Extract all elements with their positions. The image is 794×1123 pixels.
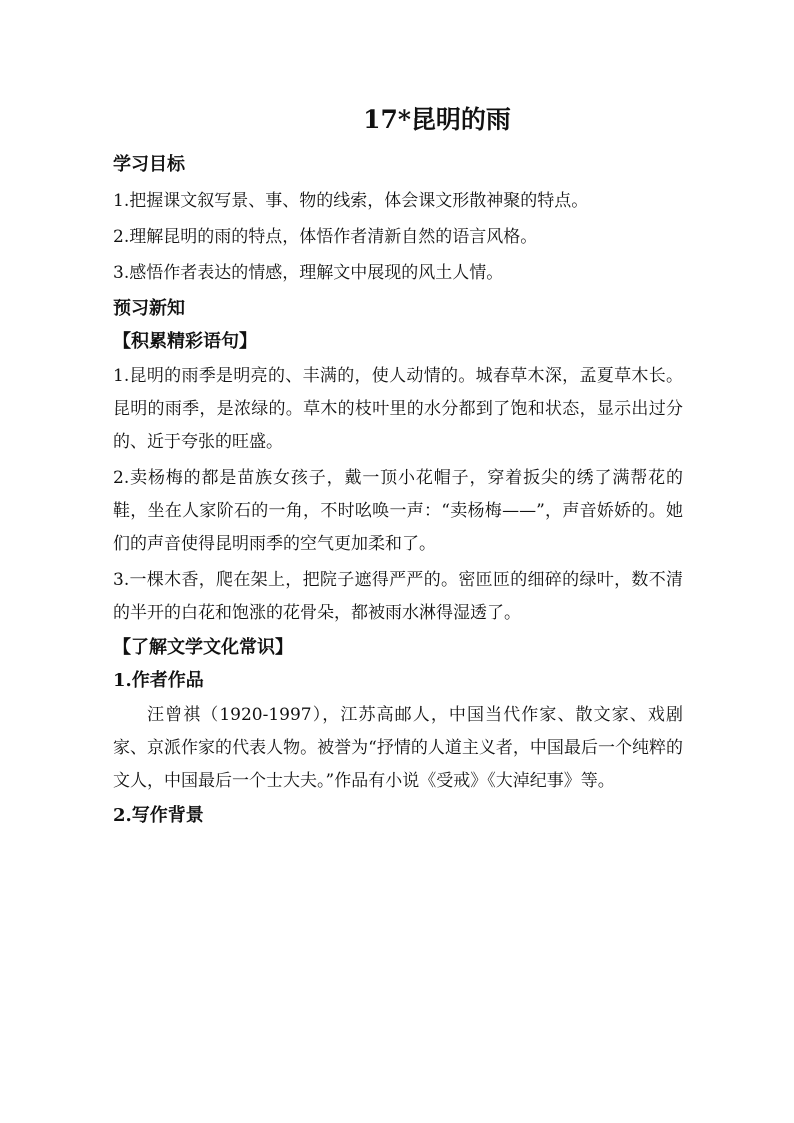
page-title: 17*昆明的雨: [363, 105, 511, 134]
goal-item: 2.理解昆明的雨的特点，体悟作者清新自然的语言风格。: [113, 227, 538, 247]
goals-heading: 学习目标: [113, 154, 185, 175]
sentences-heading: 【积累精彩语句】: [113, 331, 257, 352]
sentence-item: 2.卖杨梅的都是苗族女孩子，戴一顶小花帽子，穿着扳尖的绣了满帮花的鞋，坐在人家阶石的一角，不时吆唤一声：“卖杨梅——”，声音娇娇的。她们的声音使得昆明雨季的空气更加柔和了。: [113, 468, 683, 554]
document-body: [113, 147, 683, 834]
culture-heading: 【了解文学文化常识】: [113, 637, 293, 658]
background-heading: 2.写作背景: [113, 805, 204, 826]
goal-item: 3.感悟作者表达的情感，理解文中展现的风土人情。: [113, 263, 504, 283]
author-heading: 1.作者作品: [113, 670, 204, 691]
goal-item: 1.把握课文叙写景、事、物的线索，体会课文形散神聚的特点。: [113, 191, 589, 211]
sentence-item: 3.一棵木香，爬在架上，把院子遮得严严的。密匝匝的细碎的绿叶，数不清的半开的白花和饱涨的花骨朵，都被雨水淋得湿透了。: [113, 570, 683, 623]
preview-heading: 预习新知: [113, 298, 185, 319]
author-paragraph: 汪曾祺（1920-1997），江苏高邮人，中国当代作家、散文家、戏剧家、京派作家的代表人物。被誉为“抒情的人道主义者，中国最后一个纯粹的文人，中国最后一个士大夫。”作品有小说《受戒》《大淖纪事》等。: [113, 705, 683, 791]
sentence-item: 1.昆明的雨季是明亮的、丰满的，使人动情的。城春草木深，孟夏草木长。昆明的雨季，是浓绿的。草木的枝叶里的水分都到了饱和状态，显示出过分的、近于夸张的旺盛。: [113, 366, 683, 452]
